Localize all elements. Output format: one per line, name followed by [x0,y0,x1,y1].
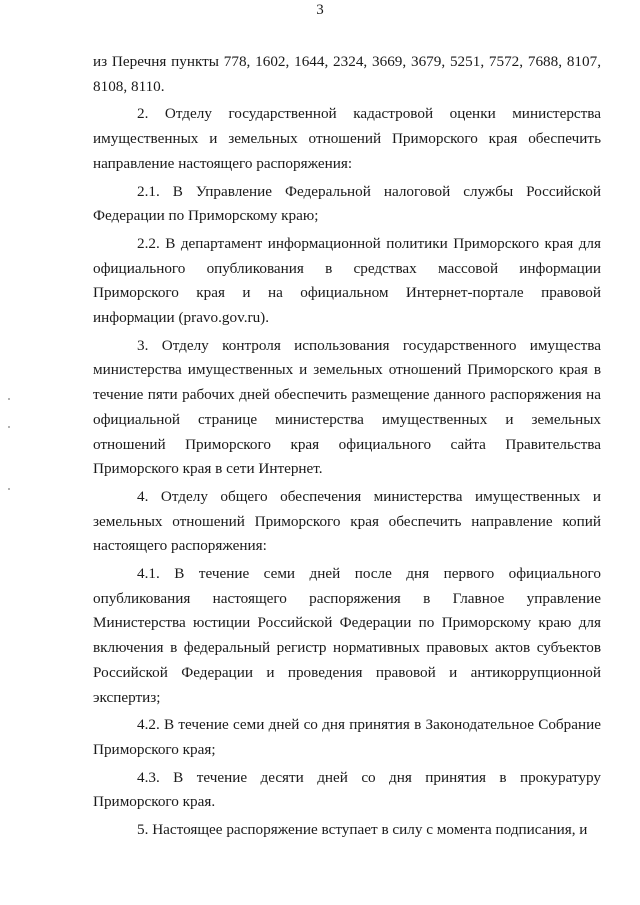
paragraph-continuation: из Перечня пункты 778, 1602, 1644, 2324, 3669, 3679, 5251, 7572, 7688, 8107, 8108, 8110. [93,53,601,95]
page-number: 3 [316,2,324,18]
paragraph-4: 4. Отделу общего обеспечения министерства имущественных и земельных отношений Приморского края обеспечить направление копий настоящего распоряжения: [93,487,601,555]
paragraph-2-2: 2.2. В департамент информационной политики Приморского края для официального опубликования в средствах массовой информации Приморского края и на официальном Интернет-портале правовой информации (pravo.gov.ru). [93,234,601,327]
scan-margin-mark [8,426,10,428]
paragraph-2: 2. Отделу государственной кадастровой оценки министерства имущественных и земельных отношений Приморского края обеспечить направление настоящего распоряжения: [93,105,601,172]
paragraph-4-3: 4.3. В течение десяти дней со дня принятия в прокуратуру Приморского края. [93,768,601,811]
paragraph-3: 3. Отделу контроля использования государственного имущества министерства имущественных и земельных отношений Приморского края в течение пяти рабочих дней обеспечить размещение данного распоряжения на официальной странице министерства имущественных и земельных отношений Приморского края официального сайта Правительства Приморского края в сети Интернет. [93,336,601,478]
scan-margin-mark [8,398,10,400]
paragraph-4-2: 4.2. В течение семи дней со дня принятия в Законодательное Собрание Приморского края; [93,716,601,758]
paragraph-5: 5. Настоящее распоряжение вступает в силу с момента подписания, и [137,821,588,839]
scan-margin-mark [8,488,10,490]
paragraph-4-1: 4.1. В течение семи дней после дня первого официального опубликования настоящего распоряжения в Главное управление Министерства юстиции Российской Федерации по Приморскому краю для включения в федеральный регистр нормативных правовых актов субъектов Российской Федерации и проведения правовой и антикоррупционной экспертиз; [93,565,601,706]
paragraph-2-1: 2.1. В Управление Федеральной налоговой службы Российской Федерации по Приморскому краю; [93,182,601,225]
document-body [93,50,601,846]
